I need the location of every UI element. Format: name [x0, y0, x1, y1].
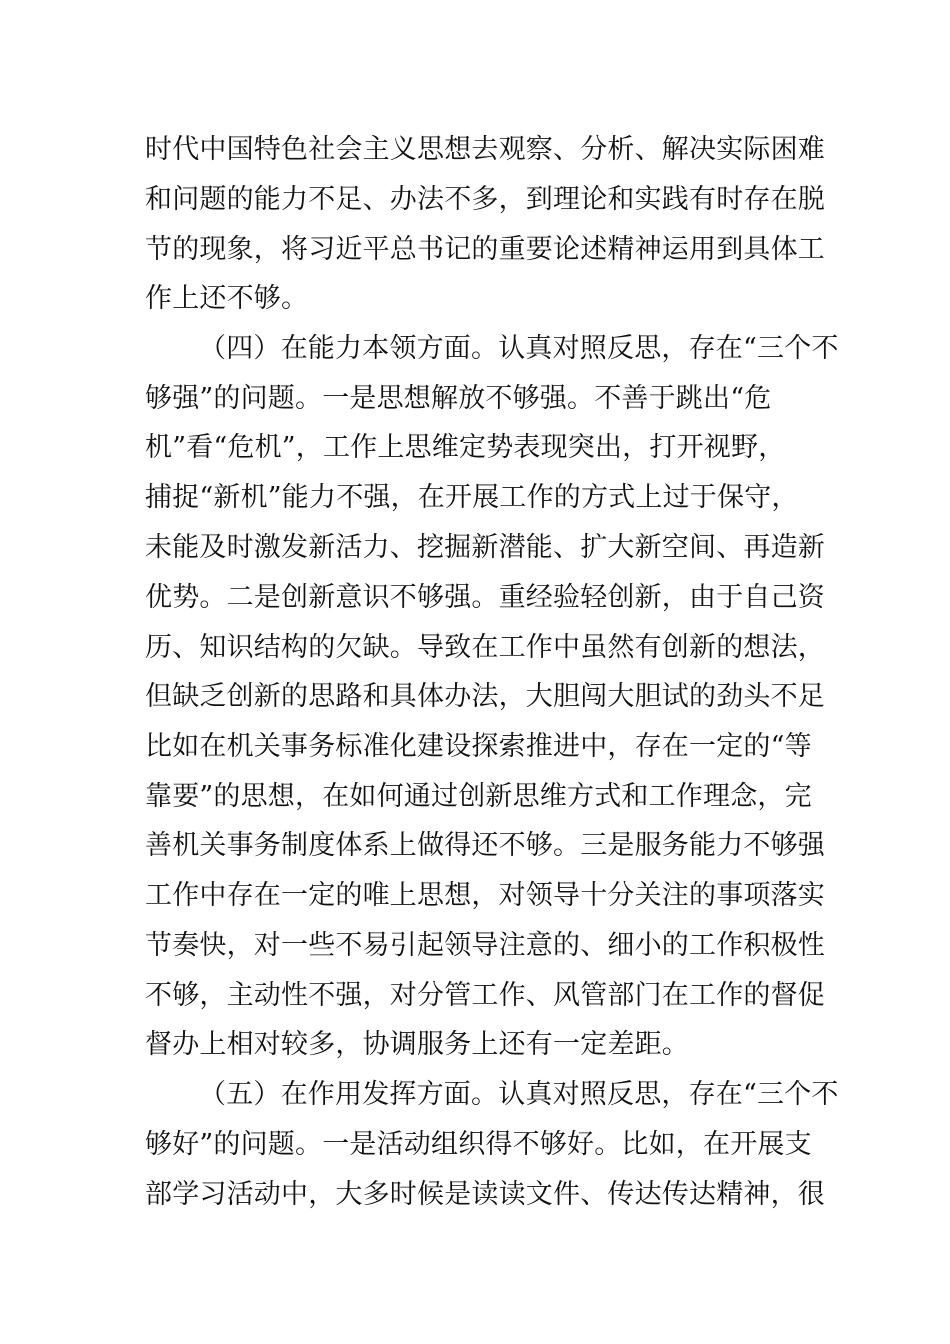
text-line: 优势。二是创新意识不够强。重经验轻创新，由于自己资 [145, 582, 825, 613]
text-line: 不够，主动性不强，对分管工作、风管部门在工作的督促 [145, 980, 825, 1011]
text-line: 节的现象，将习近平总书记的重要论述精神运用到具体工 [145, 234, 825, 265]
paragraph-heading-line: （五）在作用发挥方面。认真对照反思，存在“三个不 [199, 1079, 839, 1110]
text-line: 时代中国特色社会主义思想去观察、分析、解决实际困难 [145, 134, 825, 165]
paragraph-heading-line: （四）在能力本领方面。认真对照反思，存在“三个不 [199, 333, 839, 364]
text-line: 善机关事务制度体系上做得还不够。三是服务能力不够强 [145, 830, 825, 861]
text-line: 历、知识结构的欠缺。导致在工作中虽然有创新的想法， [145, 632, 825, 663]
text-line: 节奏快，对一些不易引起领导注意的、细小的工作积极性 [145, 930, 825, 961]
text-line: 比如在机关事务标准化建设探索推进中，存在一定的“等 [145, 731, 812, 762]
text-line: 未能及时激发新活力、挖掘新潜能、扩大新空间、再造新 [145, 532, 825, 563]
text-line: 够好”的问题。一是活动组织得不够好。比如，在开展支 [145, 1129, 812, 1160]
text-line: 部学习活动中，大多时候是读读文件、传达传达精神，很 [145, 1179, 825, 1210]
text-line: 工作中存在一定的唯上思想，对领导十分关注的事项落实 [145, 880, 825, 911]
text-line: 捕捉“新机”能力不强，在开展工作的方式上过于保守， [145, 482, 799, 513]
text-line: 机”看“危机”，工作上思维定势表现突出，打开视野， [145, 432, 786, 463]
text-line: 督办上相对较多，协调服务上还有一定差距。 [145, 1029, 689, 1060]
text-line: 够强”的问题。一是思想解放不够强。不善于跳出“危 [145, 383, 772, 414]
text-line: 但缺乏创新的思路和具体办法，大胆闯大胆试的劲头不足 [145, 681, 825, 712]
text-line: 作上还不够。 [145, 283, 309, 314]
text-line: 靠要”的思想，在如何通过创新思维方式和工作理念，完 [145, 781, 812, 812]
text-line: 和问题的能力不足、办法不多，到理论和实践有时存在脱 [145, 184, 825, 215]
